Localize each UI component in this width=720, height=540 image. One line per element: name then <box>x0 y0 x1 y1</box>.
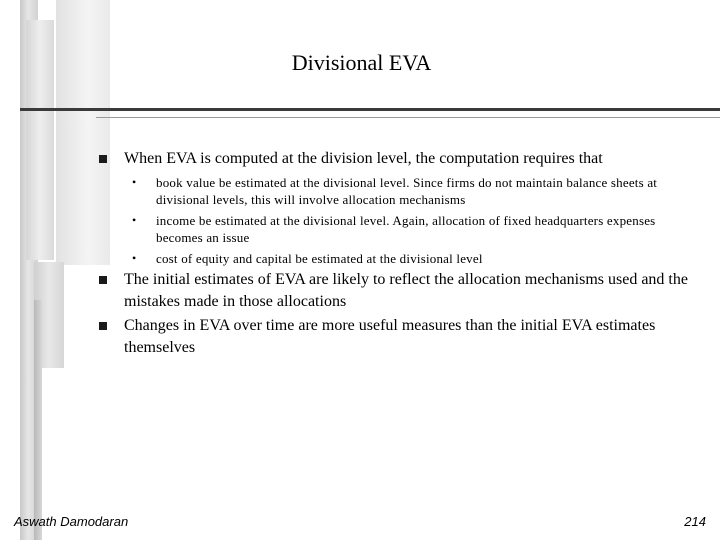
sub-bullet-item <box>96 250 696 267</box>
bullet-item <box>96 148 696 170</box>
sub-bullet-text: cost of equity and capital be estimated at the divisional level <box>156 251 483 266</box>
bullet-text: The initial estimates of EVA are likely to reflect the allocation mechanisms used and the mistakes made in those allocations <box>124 271 688 310</box>
decorative-bar <box>34 300 42 540</box>
slide-title: Divisional EVA <box>291 50 432 75</box>
title-divider-thin <box>96 117 720 118</box>
sub-bullet-list <box>96 174 696 267</box>
dot-bullet-icon: • <box>132 213 137 227</box>
sub-bullet-item <box>96 212 696 246</box>
bullet-text: When EVA is computed at the division level, the computation requires that <box>124 150 603 167</box>
square-bullet-icon <box>99 322 107 330</box>
bullet-item <box>96 269 696 313</box>
dot-bullet-icon: • <box>132 251 137 265</box>
bullet-item <box>96 315 696 359</box>
sub-bullet-item <box>96 174 696 208</box>
dot-bullet-icon: • <box>132 175 137 189</box>
sub-bullet-text: book value be estimated at the divisional level. Since firms do not maintain balance sheets at divisional levels, this will involve allocation mechanisms <box>156 175 658 207</box>
title-divider <box>20 108 720 111</box>
sub-bullet-text: income be estimated at the divisional level. Again, allocation of fixed headquarters expenses becomes an issue <box>156 213 656 245</box>
slide-body <box>96 148 696 359</box>
bullet-text: Changes in EVA over time are more useful measures than the initial EVA estimates themselves <box>124 317 656 356</box>
footer-author: Aswath Damodaran <box>14 514 129 529</box>
square-bullet-icon <box>99 155 107 163</box>
page-number: 214 <box>684 514 706 529</box>
square-bullet-icon <box>99 276 107 284</box>
